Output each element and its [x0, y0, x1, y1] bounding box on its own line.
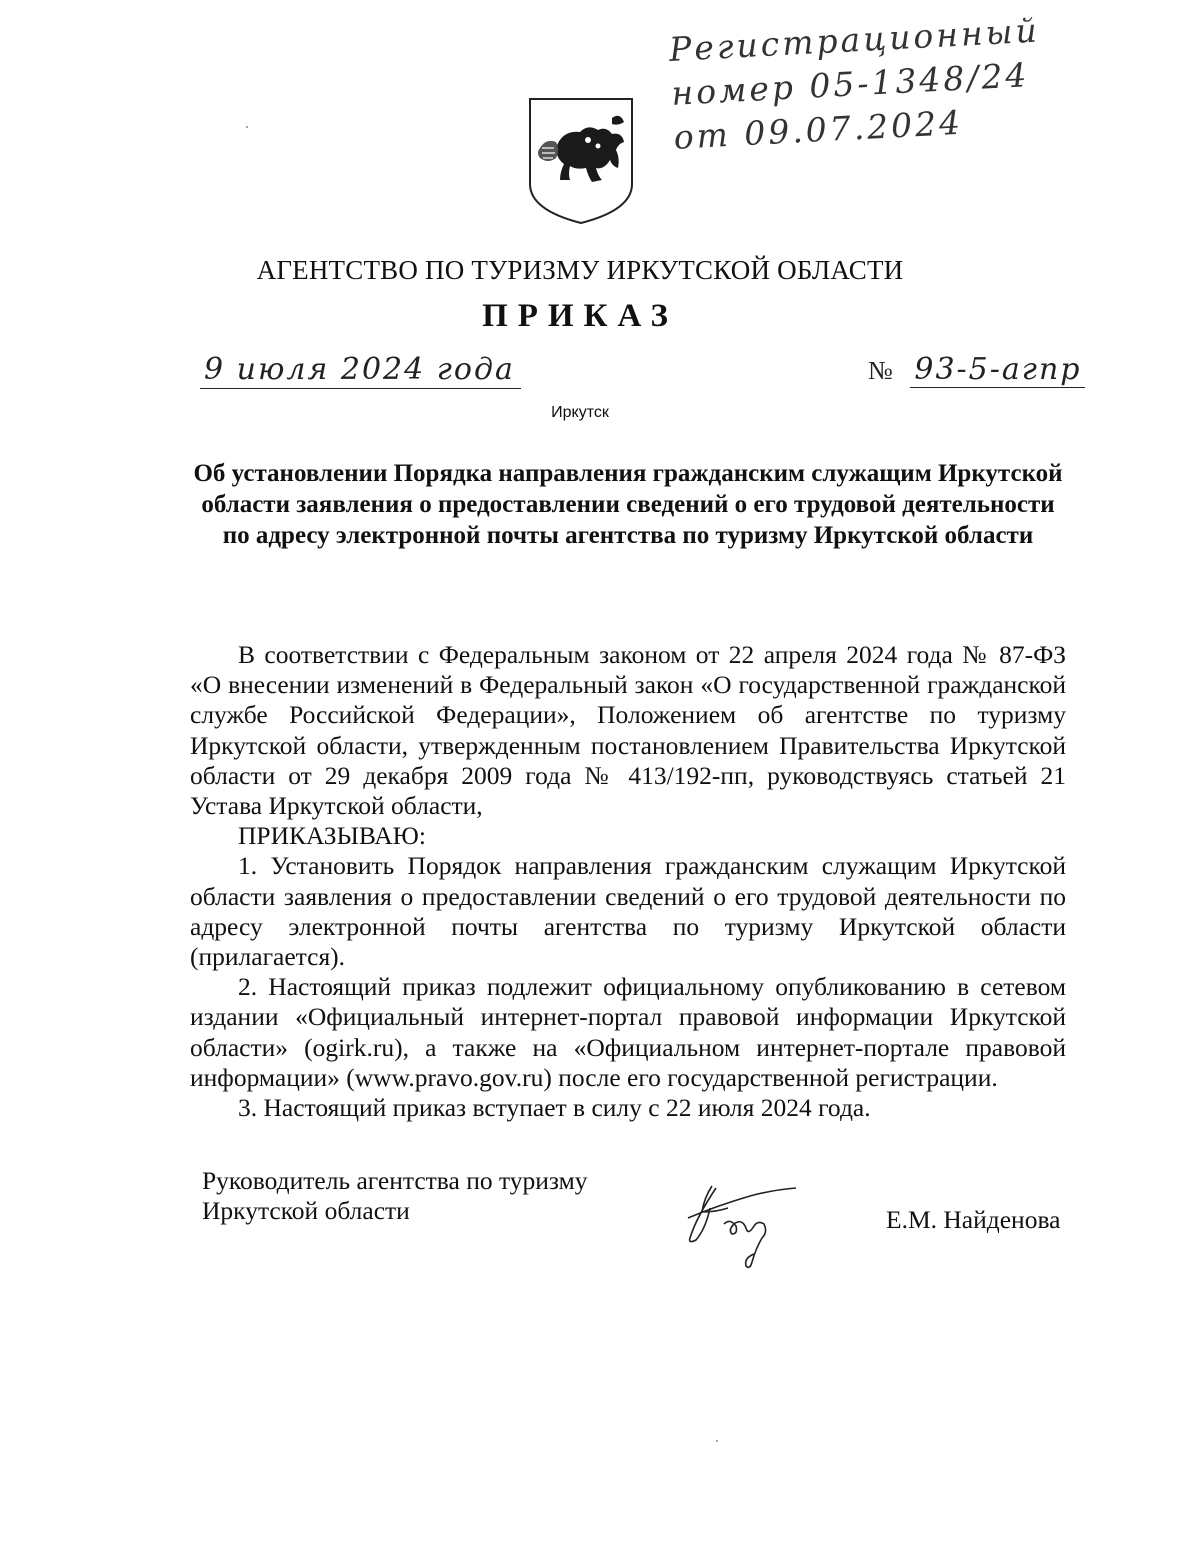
order-item-3: 3. Настоящий приказ вступает в силу с 22 июля 2024 года.: [238, 1093, 871, 1123]
document-type-heading: ПРИКАЗ: [482, 298, 678, 334]
preamble-paragraph: В соответствии с Федеральным законом от 22 апреля 2024 года № 87-ФЗ «О внесении изменений в Федеральный закон «О государственной гражданской службе Российской Федерации», Положением об агентстве по туризму Иркутской области, утвержденным постановлением Правительства Иркутской области от 29 декабря 2009 года № 413/192-пп, руководствуясь статьей 21 Устава Иркутской области,: [190, 640, 1066, 821]
signer-position: [202, 1166, 588, 1226]
order-word: ПРИКАЗЫВАЮ:: [238, 821, 426, 851]
scan-speck: [716, 1440, 718, 1442]
handwritten-signature-icon: [676, 1178, 806, 1274]
order-number: 93-5-агпр: [910, 352, 1085, 388]
registration-note: [668, 10, 1041, 160]
agency-name: АГЕНТСТВО ПО ТУРИЗМУ ИРКУТСКОЙ ОБЛАСТИ: [256, 255, 904, 285]
document-body: [190, 640, 1066, 1123]
order-number-block: [868, 352, 1085, 389]
city: Иркутск: [551, 404, 609, 421]
registration-note-line2: номер 05-1348/24: [670, 55, 1031, 113]
scan-speck: [246, 126, 248, 128]
irkutsk-coat-of-arms-icon: [526, 96, 636, 226]
order-item-1: 1. Установить Порядок направления гражданским служащим Иркутской области заявления о предоставлении сведений о его трудовой деятельности по адресу электронной почты агентства по туризму Иркутской области (прилагается).: [190, 851, 1066, 972]
registration-note-line1: Регистрационный: [668, 10, 1041, 69]
signer-name: Е.М. Найденова: [886, 1205, 1061, 1234]
number-label: №: [868, 356, 895, 385]
signer-position-line1: Руководитель агентства по туризму: [202, 1166, 588, 1195]
document-title: Об установлении Порядка направления гражданским служащим Иркутской области заявления о предоставлении сведений о его трудовой деятельности по адресу электронной почты агентства по туризму Иркутской области: [193, 460, 1063, 549]
order-date: 9 июля 2024 года: [200, 352, 521, 389]
order-item-2: 2. Настоящий приказ подлежит официальному опубликованию в сетевом издании «Официальный интернет-портал правовой информации Иркутской области» (ogirk.ru), а также на «Официальном интернет-портале правовой информации» (www.pravo.gov.ru) после его государственной регистрации.: [190, 972, 1066, 1092]
registration-note-line3: от 09.07.2024: [672, 102, 964, 157]
signer-position-line2: Иркутской области: [202, 1196, 410, 1225]
